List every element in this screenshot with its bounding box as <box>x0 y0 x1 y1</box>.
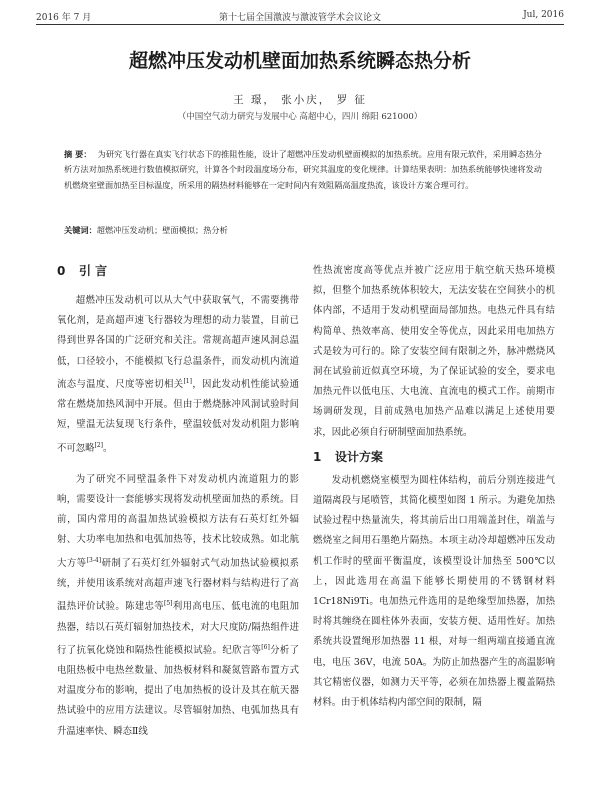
header-conference: 第十七届全国激波与激波管学术会议论文 <box>218 13 381 23</box>
abstract-text: 为研究飞行器在真实飞行状态下的推阻性能，设计了超燃冲压发动机壁面模拟的加热系统。应用有限元软件，采用瞬态热分析方法对加热系统进行数值模拟研究，计算各个时段温度场分布，研究其温度的变化规律。计算结果表明：加热系统能够快速将发动机燃烧室壁面加热至目标温度，所采用的隔热材料能够在一定时间内有效阻隔高温度热流，该设计方案合理可行。 <box>64 149 542 190</box>
paragraph: 性热流密度高等优点并被广泛应用于航空航天热环境模拟，但整个加热系统体积较大，无法安装在空间狭小的机体内部，不适用于发动机壁面局部加热。电热元件具有结构简单、热效率高、使用安全等优点，因此采用电加热方式是较为可行的。除了安装空间有限制之外，脉冲燃烧风洞在试验前近似真空环境，为了保证试验的安全，要求电加热元件以低电压、大电流、直流电的模式工作。前期市场调研发现，目前成熟电加热产品难以满足上述使用要求，因此必须自行研制壁面加热系统。 <box>313 265 555 438</box>
section-title: 引 言 <box>79 264 108 278</box>
section-title: 设计方案 <box>335 449 384 464</box>
authors: 王 璟， 张小庆， 罗 征 <box>233 94 367 106</box>
right-column <box>313 261 555 713</box>
running-header <box>36 10 564 24</box>
abstract-label: 摘 要： <box>64 149 92 159</box>
paragraph: 发动机燃烧室模型为圆柱体结构，前后分别连接进气道隔离段与尾喷管，其简化模型如图 1 所示。为避免加热试验过程中热量流失，将其前后出口用端盖封住，端盖与燃烧室之间用石墨绝片隔热。本项主动冷却超燃冲压发动机工作时的壁面平衡温度，该模型设计加热至 500℃以上，因此选用在高温下能够长期使用的不锈钢材料 1Cr18Ni9Ti。电加热元件选用的是绝缘型加热器，加热时将其缠绕在圆柱体外表面，安装方便、适用性好。加热系统共设置绳形加热器 11 根，对每一组两端直接通直流电，电压 36V，电流 50A。为防止加热器产生的高温影响其它精密仪器，如测力天平等，必须在加热器上覆盖隔热材料。由于机体结构内部空间的限制，隔 <box>313 474 555 709</box>
abstract <box>64 147 542 193</box>
paragraph: 为了研究不同壁温条件下对发动机内流道阻力的影响，需要设计一套能够实现将发动机壁面加热的系统。目前，国内常用的高温加热试验模拟方法有石英灯红外辐射、大功率电加热和电弧加热等，技术比较成熟。如北航大方等[3-4]研制了石英灯红外辐射式气动加热试验模拟系统，并使用该系统对高超声速飞行器材料与结构进行了高温热评价试验。陈建忠等[5]利用高电压、低电流的电阻加热器，结以石英灯辐射加热技术，对大尺度防/隔热组件进行了抗氧化烧蚀和隔热性能模拟试验。纪欣言等[6]分析了电阻热板中电热丝数量、加热板材料和凝氮管路布置方式对温度分布的影响，提出了电加热板的设计及其在航天器热试验中的应用方法建议。尽管辐射加热、电弧加热具有升温速率快、瞬态Ⅱ线 <box>57 473 299 737</box>
paper-title: 超燃冲压发动机壁面加热系统瞬态热分析 <box>128 50 471 72</box>
header-month: Jul, 2016 <box>523 10 564 20</box>
citation[interactable]: [5] <box>164 600 173 608</box>
keywords-text: 超燃冲压发动机；壁面模拟；热分析 <box>96 225 228 235</box>
citation[interactable]: [3-4] <box>86 556 102 564</box>
section-number: 0 <box>57 264 66 278</box>
header-rule <box>36 24 564 25</box>
citation[interactable]: [6] <box>261 643 270 651</box>
keywords <box>64 225 542 236</box>
left-column <box>57 261 299 742</box>
affiliation: （中国空气动力研究与发展中心 高超中心，四川 绵阳 621000） <box>177 112 423 122</box>
header-date: 2016 年 7 月 <box>36 13 92 23</box>
paragraph: 超燃冲压发动机可以从大气中获取氧气，不需要携带氧化剂，是高超声速飞行器较为理想的动力装置，目前已得到世界各国的广泛研究和关注。常规高超声速风洞总温低，口径较小，不能模拟飞行总温条件，而发动机内流道流态与温度、尺度等密切相关[1]，因此发动机性能试验通常在燃烧加热风洞中开展。但由于燃烧脉冲风洞试验时间短，壁温无法复现飞行条件，壁温较低对发动机阻力影响不可忽略[2]。 <box>57 295 299 454</box>
keywords-label: 关键词： <box>64 225 97 235</box>
section-heading-design <box>313 447 555 467</box>
section-heading-intro <box>57 261 299 281</box>
section-number: 1 <box>313 449 322 464</box>
citation[interactable]: [1] <box>183 377 192 385</box>
citation[interactable]: [2] <box>94 441 104 449</box>
